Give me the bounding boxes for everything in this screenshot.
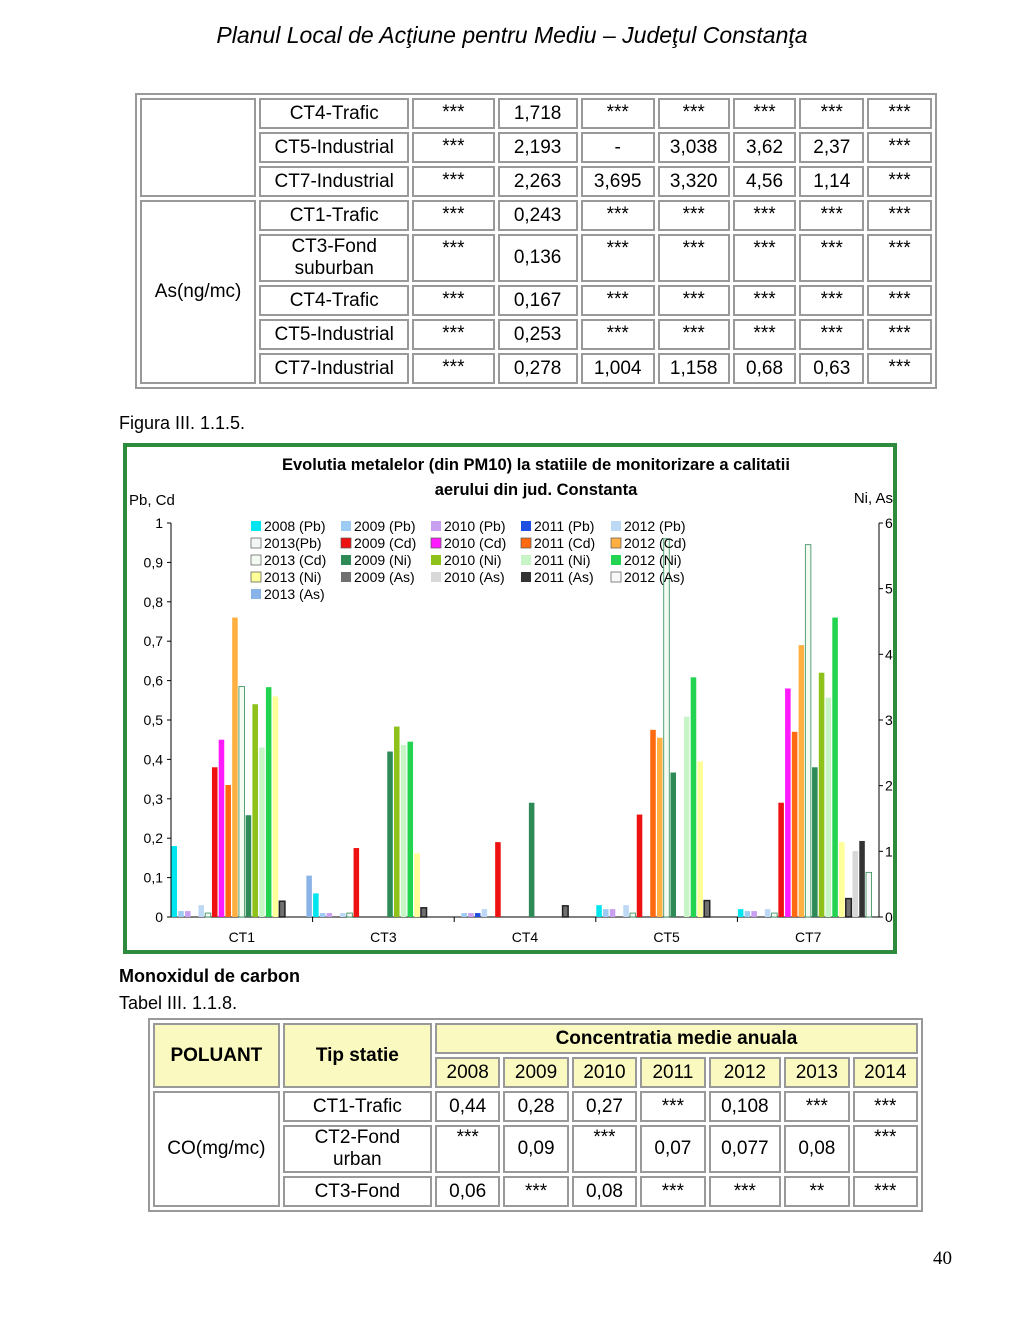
bar <box>603 909 609 917</box>
bar <box>630 913 636 917</box>
station-cell: CT2-Fond urban <box>283 1125 432 1173</box>
value-cell: *** <box>799 200 864 231</box>
legend-label: 2011 (Ni) <box>534 552 591 568</box>
bar <box>172 846 178 917</box>
value-cell: 0,136 <box>498 234 578 282</box>
value-cell: *** <box>853 1091 918 1122</box>
value-cell: 0,278 <box>498 353 578 384</box>
legend-label: 2011 (As) <box>534 569 594 585</box>
legend-swatch <box>521 572 531 582</box>
bar <box>273 696 279 917</box>
bar <box>650 730 656 917</box>
bar <box>414 853 420 917</box>
legend-label: 2013 (Cd) <box>264 552 327 568</box>
legend-swatch <box>521 521 531 531</box>
pollutant-cell-empty <box>140 98 256 197</box>
bar <box>832 618 838 917</box>
legend-label: 2013 (Ni) <box>264 569 322 585</box>
left-tick-label: 1 <box>155 515 163 531</box>
legend-label: 2009 (As) <box>354 569 415 585</box>
legend-label: 2013(Pb) <box>264 535 322 551</box>
bar <box>596 905 602 917</box>
bar <box>482 909 488 917</box>
legend-label: 2012 (As) <box>624 569 685 585</box>
bar <box>664 539 670 917</box>
legend-swatch <box>431 555 441 565</box>
value-cell: *** <box>581 200 655 231</box>
bar <box>401 745 407 917</box>
metals-chart-svg <box>127 447 893 950</box>
value-cell: 4,56 <box>733 166 797 197</box>
metals-table <box>135 93 937 389</box>
station-cell: CT4-Trafic <box>259 285 409 316</box>
bar <box>306 876 312 917</box>
bar <box>778 803 784 917</box>
left-axis-label: Pb, Cd <box>129 492 175 509</box>
left-tick-label: 0,8 <box>143 593 163 610</box>
bar <box>765 909 771 917</box>
value-cell: *** <box>867 234 932 282</box>
table-row <box>140 166 932 197</box>
legend-label: 2011 (Cd) <box>534 535 596 551</box>
legend-label: 2012 (Pb) <box>624 518 686 534</box>
value-cell: *** <box>733 285 797 316</box>
legend-swatch <box>431 572 441 582</box>
page-number: 40 <box>933 1248 952 1269</box>
table-caption: Tabel III. 1.1.8. <box>119 993 238 1013</box>
bar <box>232 618 238 917</box>
legend-swatch <box>611 572 621 582</box>
legend-label: 2010 (As) <box>444 569 505 585</box>
value-cell: ** <box>784 1176 849 1207</box>
legend-swatch <box>611 538 621 548</box>
bar <box>853 851 859 917</box>
right-tick-label: 0 <box>885 909 893 925</box>
category-label: CT1 <box>228 929 256 945</box>
legend-label: 2011 (Pb) <box>534 518 595 534</box>
legend-label: 2013 (As) <box>264 586 325 602</box>
left-tick-label: 0,5 <box>143 712 163 728</box>
year-header: 2014 <box>853 1057 918 1088</box>
value-cell: 0,06 <box>435 1176 500 1207</box>
co-table <box>148 1018 923 1212</box>
bar <box>259 748 265 917</box>
value-cell: *** <box>867 319 932 350</box>
bar <box>394 727 400 917</box>
value-cell: *** <box>733 234 797 282</box>
value-cell: *** <box>853 1125 918 1173</box>
value-cell: *** <box>867 132 932 163</box>
left-tick-label: 0,7 <box>143 633 163 650</box>
bar <box>738 909 744 917</box>
bar <box>178 911 184 917</box>
value-cell: *** <box>799 285 864 316</box>
bar <box>684 717 690 917</box>
year-header: 2008 <box>435 1057 500 1088</box>
bar <box>529 803 535 917</box>
value-cell: *** <box>733 200 797 231</box>
value-cell: *** <box>581 234 655 282</box>
right-tick-label: 3 <box>885 712 893 728</box>
category-label: CT7 <box>794 929 822 945</box>
value-cell: 0,08 <box>572 1176 637 1207</box>
category-label: CT5 <box>653 929 680 945</box>
bar <box>792 732 798 917</box>
bar <box>610 909 616 917</box>
value-cell: *** <box>799 234 864 282</box>
bar <box>354 848 360 917</box>
bar <box>657 738 663 917</box>
bar <box>799 645 805 917</box>
station-cell: CT5-Industrial <box>259 319 409 350</box>
header-pollutant: POLUANT <box>153 1023 280 1088</box>
station-cell: CT4-Trafic <box>259 98 409 129</box>
value-cell: *** <box>733 98 797 129</box>
legend-swatch <box>251 555 261 565</box>
station-cell: CT5-Industrial <box>259 132 409 163</box>
table-row <box>140 353 932 384</box>
legend-swatch <box>431 521 441 531</box>
bar <box>691 677 697 917</box>
legend-label: 2010 (Cd) <box>444 535 507 551</box>
value-cell: *** <box>867 353 932 384</box>
value-cell: 1,158 <box>658 353 730 384</box>
bar <box>461 913 467 917</box>
value-cell: *** <box>412 166 494 197</box>
table-row <box>140 200 932 231</box>
value-cell: *** <box>658 285 730 316</box>
bar <box>327 913 333 917</box>
bar <box>704 901 710 917</box>
bar <box>468 913 474 917</box>
year-header: 2011 <box>640 1057 705 1088</box>
header-station-type: Tip statie <box>283 1023 432 1088</box>
value-cell: *** <box>435 1125 500 1173</box>
value-cell: *** <box>853 1176 918 1207</box>
bar <box>670 773 676 917</box>
legend-label: 2012 (Ni) <box>624 552 682 568</box>
category-label: CT3 <box>370 929 397 945</box>
bar <box>421 908 427 917</box>
value-cell: 2,37 <box>799 132 864 163</box>
bar <box>185 911 191 917</box>
value-cell: *** <box>658 98 730 129</box>
value-cell: *** <box>412 234 494 282</box>
legend-swatch <box>611 521 621 531</box>
bar <box>212 767 218 917</box>
station-cell: CT7-Industrial <box>259 353 409 384</box>
value-cell: *** <box>412 98 494 129</box>
bar <box>347 913 353 917</box>
legend-label: 2010 (Ni) <box>444 552 502 568</box>
legend-swatch <box>341 521 351 531</box>
left-tick-label: 0 <box>155 909 163 925</box>
bar <box>340 913 346 917</box>
value-cell: *** <box>867 285 932 316</box>
value-cell: 3,320 <box>658 166 730 197</box>
legend-swatch <box>251 572 261 582</box>
legend-label: 2010 (Pb) <box>444 518 506 534</box>
value-cell: *** <box>867 200 932 231</box>
year-header: 2012 <box>709 1057 782 1088</box>
value-cell: *** <box>640 1091 705 1122</box>
legend-swatch <box>341 538 351 548</box>
value-cell: *** <box>412 132 494 163</box>
value-cell: 0,108 <box>709 1091 782 1122</box>
station-cell: CT1-Trafic <box>259 200 409 231</box>
legend-label: 2009 (Pb) <box>354 518 416 534</box>
bar <box>219 740 225 917</box>
metals-chart <box>123 443 897 954</box>
value-cell: *** <box>581 285 655 316</box>
value-cell: *** <box>412 200 494 231</box>
bar <box>475 913 481 917</box>
bar <box>866 872 872 917</box>
right-tick-label: 6 <box>885 515 893 531</box>
value-cell: *** <box>799 98 864 129</box>
table-row <box>140 285 932 316</box>
value-cell: *** <box>640 1176 705 1207</box>
year-header: 2013 <box>784 1057 849 1088</box>
year-header: 2010 <box>572 1057 637 1088</box>
pollutant-cell: As(ng/mc) <box>140 200 256 384</box>
station-cell: CT1-Trafic <box>283 1091 432 1122</box>
legend-swatch <box>341 572 351 582</box>
bar <box>859 841 865 917</box>
legend-swatch <box>341 555 351 565</box>
value-cell: 2,193 <box>498 132 578 163</box>
section-heading: Monoxidul de carbon <box>119 966 301 986</box>
value-cell: *** <box>784 1091 849 1122</box>
bar <box>745 911 751 917</box>
legend-label: 2012 (Cd) <box>624 535 687 551</box>
value-cell: - <box>581 132 655 163</box>
value-cell: 0,07 <box>640 1125 705 1173</box>
legend-swatch <box>251 589 261 599</box>
value-cell: *** <box>867 166 932 197</box>
page-header: Planul Local de Acţiune pentru Mediu – Judeţul Constanţa <box>216 22 808 48</box>
value-cell: *** <box>412 353 494 384</box>
chart-title-line2: aerului din jud. Constanta <box>434 481 638 499</box>
value-cell: *** <box>412 319 494 350</box>
value-cell: 0,44 <box>435 1091 500 1122</box>
station-cell: CT3-Fond <box>283 1176 432 1207</box>
legend-swatch <box>251 538 261 548</box>
bar <box>495 842 501 917</box>
left-tick-label: 0,9 <box>143 554 163 571</box>
value-cell: 3,695 <box>581 166 655 197</box>
value-cell: 2,263 <box>498 166 578 197</box>
bar <box>623 905 629 917</box>
category-label: CT4 <box>511 929 539 945</box>
bar <box>225 785 231 917</box>
value-cell: 0,253 <box>498 319 578 350</box>
table-row <box>140 234 932 282</box>
table-row <box>140 98 932 129</box>
bar <box>246 815 252 917</box>
value-cell: 0,27 <box>572 1091 637 1122</box>
value-cell: *** <box>503 1176 568 1207</box>
right-tick-label: 5 <box>885 580 893 597</box>
value-cell: 0,08 <box>784 1125 849 1173</box>
legend-label: 2008 (Pb) <box>264 518 326 534</box>
bar <box>198 905 204 917</box>
left-tick-label: 0,3 <box>143 790 163 807</box>
header-annual-mean: Concentratia medie anuala <box>435 1023 918 1054</box>
chart-title-line1: Evolutia metalelor (din PM10) la statiile de monitorizare a calitatii <box>282 456 790 474</box>
bar <box>772 913 778 917</box>
value-cell: 1,14 <box>799 166 864 197</box>
bar <box>266 687 272 917</box>
legend-swatch <box>521 538 531 548</box>
right-tick-label: 1 <box>885 843 893 860</box>
bar <box>697 761 703 917</box>
legend-swatch <box>431 538 441 548</box>
bar <box>205 913 211 917</box>
legend-swatch <box>251 521 261 531</box>
value-cell: *** <box>658 234 730 282</box>
value-cell: 1,718 <box>498 98 578 129</box>
bar <box>239 687 245 917</box>
year-header: 2009 <box>503 1057 568 1088</box>
bar <box>320 913 326 917</box>
bar <box>819 673 825 917</box>
table-row <box>140 319 932 350</box>
value-cell: *** <box>581 319 655 350</box>
figure-caption: Figura III. 1.1.5. <box>119 413 246 433</box>
bar <box>805 545 811 917</box>
value-cell: 0,63 <box>799 353 864 384</box>
legend-swatch <box>611 555 621 565</box>
legend-label: 2009 (Cd) <box>354 535 417 551</box>
value-cell: *** <box>658 319 730 350</box>
bar <box>826 698 832 917</box>
right-tick-label: 4 <box>885 646 893 663</box>
value-cell: *** <box>412 285 494 316</box>
bar <box>751 911 757 917</box>
left-tick-label: 0,2 <box>143 830 163 847</box>
legend-label: 2009 (Ni) <box>354 552 412 568</box>
legend-swatch <box>521 555 531 565</box>
value-cell: 1,004 <box>581 353 655 384</box>
value-cell: 0,167 <box>498 285 578 316</box>
right-axis-label: Ni, As <box>853 490 893 507</box>
value-cell: *** <box>799 319 864 350</box>
value-cell: 0,28 <box>503 1091 568 1122</box>
left-tick-label: 0,1 <box>143 869 163 886</box>
value-cell: *** <box>709 1176 782 1207</box>
bar <box>846 899 852 917</box>
left-tick-label: 0,6 <box>143 672 163 689</box>
value-cell: 0,68 <box>733 353 797 384</box>
right-tick-label: 2 <box>885 777 893 794</box>
value-cell: *** <box>867 98 932 129</box>
left-tick-label: 0,4 <box>143 751 163 768</box>
station-cell: CT7-Industrial <box>259 166 409 197</box>
value-cell: *** <box>733 319 797 350</box>
bar <box>252 704 258 917</box>
bar <box>839 842 845 917</box>
bar <box>279 901 285 917</box>
table-row <box>140 132 932 163</box>
bar <box>563 906 569 917</box>
bar <box>387 752 393 917</box>
station-cell: CT3-Fond suburban <box>259 234 409 282</box>
pollutant-cell: CO(mg/mc) <box>153 1091 280 1207</box>
bar <box>785 688 791 917</box>
value-cell: 0,09 <box>503 1125 568 1173</box>
value-cell: *** <box>581 98 655 129</box>
value-cell: 0,077 <box>709 1125 782 1173</box>
value-cell: 3,038 <box>658 132 730 163</box>
bar <box>408 742 414 917</box>
value-cell: 3,62 <box>733 132 797 163</box>
value-cell: 0,243 <box>498 200 578 231</box>
table-row <box>153 1091 918 1122</box>
bar <box>313 893 319 917</box>
value-cell: *** <box>572 1125 637 1173</box>
bar <box>637 815 643 917</box>
value-cell: *** <box>658 200 730 231</box>
bar <box>812 767 818 917</box>
